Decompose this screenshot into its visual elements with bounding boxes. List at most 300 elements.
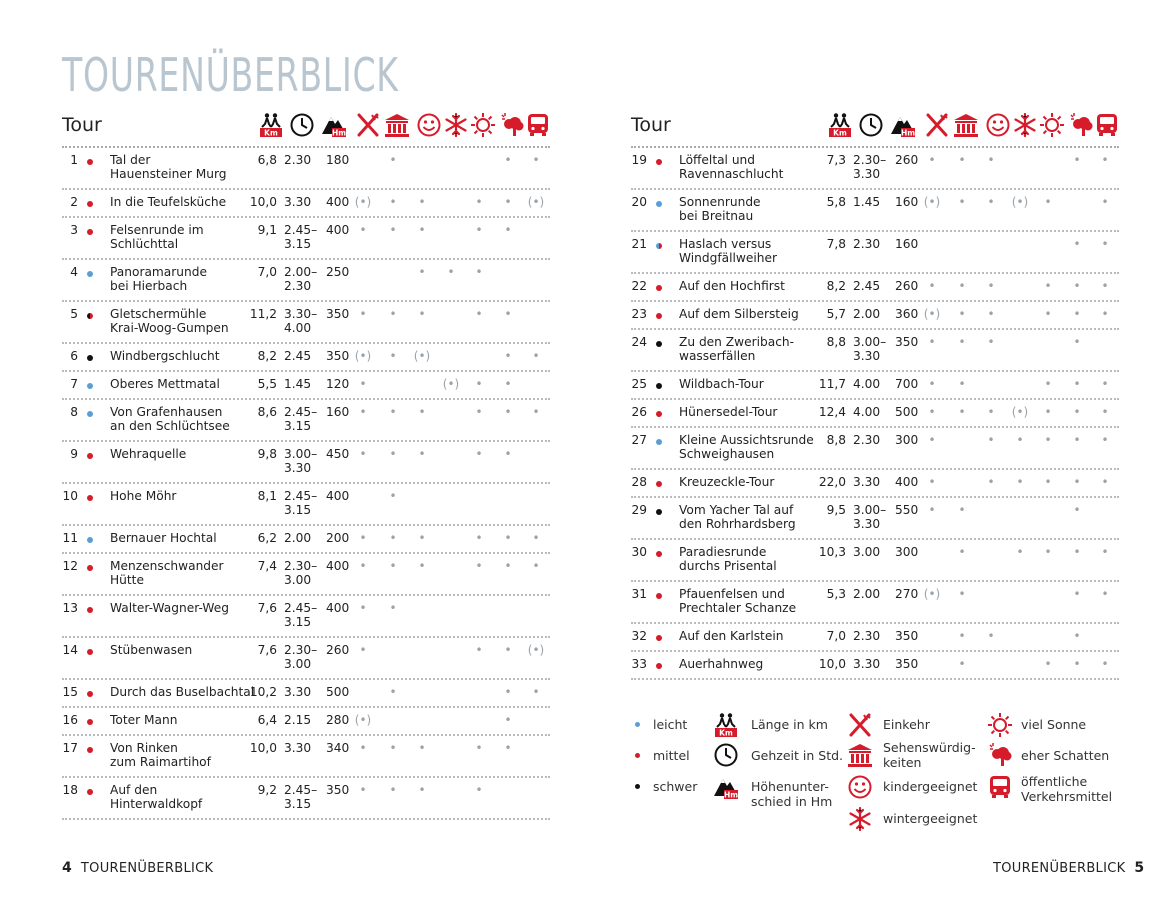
feature-mark-museum-icon: • bbox=[958, 335, 966, 349]
footer-right-text: TOURENÜBERBLICK bbox=[993, 861, 1126, 876]
legend-winter: wintergeeignet bbox=[883, 811, 978, 826]
feature-mark-tree-shade-icon: • bbox=[1073, 307, 1081, 321]
feature-mark-smiley-icon: • bbox=[987, 307, 995, 321]
table-row bbox=[62, 218, 550, 260]
tour-elevation: 340 bbox=[326, 741, 350, 755]
tour-elevation: 180 bbox=[326, 153, 350, 167]
mountain-hm-icon bbox=[713, 774, 739, 800]
legend-leicht: leicht bbox=[653, 717, 688, 732]
tour-time: 2.45– 3.15 bbox=[284, 489, 318, 517]
footer-right bbox=[993, 860, 1144, 876]
table-row bbox=[631, 582, 1119, 624]
tour-time: 2.45 bbox=[284, 349, 312, 363]
tour-number: 8 bbox=[70, 405, 78, 419]
feature-mark-fork-knife-icon: • bbox=[359, 783, 367, 797]
tour-time: 2.45– 3.15 bbox=[284, 405, 318, 433]
difficulty-dot bbox=[87, 747, 93, 753]
feature-mark-fork-knife-icon: (•) bbox=[923, 195, 941, 209]
feature-mark-museum-icon: • bbox=[958, 307, 966, 321]
smiley-icon bbox=[847, 774, 873, 800]
feature-mark-tree-shade-icon: • bbox=[504, 223, 512, 237]
feature-mark-museum-icon: • bbox=[389, 489, 397, 503]
feature-mark-fork-knife-icon: • bbox=[359, 405, 367, 419]
tour-length: 9,2 bbox=[257, 783, 277, 797]
difficulty-dot bbox=[656, 243, 662, 249]
tour-elevation: 260 bbox=[895, 279, 919, 293]
tour-length: 8,2 bbox=[826, 279, 846, 293]
tour-time: 2.30 bbox=[853, 237, 881, 251]
feature-mark-snowflake-icon: • bbox=[1016, 545, 1024, 559]
feature-mark-fork-knife-icon: (•) bbox=[923, 587, 941, 601]
left-tour-table bbox=[62, 108, 550, 820]
feature-mark-bus-icon: • bbox=[532, 405, 540, 419]
tour-elevation: 300 bbox=[895, 545, 919, 559]
table-row bbox=[62, 526, 550, 554]
feature-mark-sun-icon: • bbox=[475, 377, 483, 391]
legend-sehens: Sehenswürdig- keiten bbox=[883, 740, 976, 770]
tour-time: 2.45– 3.15 bbox=[284, 783, 318, 811]
tour-length: 10,0 bbox=[249, 741, 277, 755]
tour-number: 5 bbox=[70, 307, 78, 321]
difficulty-dot bbox=[656, 411, 662, 417]
legend-kinder: kindergeeignet bbox=[883, 779, 978, 794]
legend-sonne: viel Sonne bbox=[1021, 717, 1087, 732]
difficulty-dot bbox=[87, 495, 93, 501]
feature-mark-smiley-icon: • bbox=[987, 279, 995, 293]
svg-text:Km: Km bbox=[719, 728, 733, 738]
difficulty-dot bbox=[656, 509, 662, 515]
tour-name: Stübenwasen bbox=[110, 643, 193, 657]
feature-mark-fork-knife-icon: • bbox=[359, 307, 367, 321]
tree-shade-icon bbox=[987, 742, 1013, 768]
tour-number: 14 bbox=[62, 643, 78, 657]
tour-column-header: Tour bbox=[62, 114, 102, 136]
tour-elevation: 200 bbox=[326, 531, 350, 545]
feature-mark-sun-icon: • bbox=[475, 447, 483, 461]
tour-name: Auf den Hochfirst bbox=[679, 279, 785, 293]
tour-length: 9,5 bbox=[826, 503, 846, 517]
tour-number: 9 bbox=[70, 447, 78, 461]
tour-length: 7,0 bbox=[257, 265, 277, 279]
feature-mark-fork-knife-icon: • bbox=[928, 335, 936, 349]
tour-time: 2.30– 3.00 bbox=[284, 559, 318, 587]
tour-elevation: 450 bbox=[326, 447, 350, 461]
feature-mark-museum-icon: • bbox=[389, 559, 397, 573]
tour-number: 25 bbox=[631, 377, 647, 391]
feature-mark-tree-shade-icon: • bbox=[504, 741, 512, 755]
feature-mark-sun-icon: • bbox=[1044, 545, 1052, 559]
fork-knife-icon bbox=[355, 112, 381, 138]
difficulty-dot bbox=[656, 663, 662, 669]
tour-length: 5,5 bbox=[257, 377, 277, 391]
tour-length: 7,4 bbox=[257, 559, 277, 573]
feature-mark-tree-shade-icon: • bbox=[1073, 587, 1081, 601]
tour-number: 4 bbox=[70, 265, 78, 279]
difficulty-dot bbox=[87, 649, 93, 655]
feature-mark-sun-icon: • bbox=[475, 307, 483, 321]
tour-time: 2.00 bbox=[284, 531, 312, 545]
tour-name: Wildbach-Tour bbox=[679, 377, 764, 391]
feature-mark-bus-icon: • bbox=[1101, 377, 1109, 391]
tour-length: 8,1 bbox=[257, 489, 277, 503]
table-row bbox=[631, 232, 1119, 274]
feature-mark-tree-shade-icon: • bbox=[1073, 279, 1081, 293]
difficulty-dot bbox=[656, 383, 662, 389]
feature-mark-museum-icon: • bbox=[389, 685, 397, 699]
feature-mark-bus-icon: (•) bbox=[527, 643, 545, 657]
feature-mark-smiley-icon: • bbox=[418, 307, 426, 321]
tour-length: 7,6 bbox=[257, 601, 277, 615]
table-row bbox=[631, 624, 1119, 652]
feature-mark-smiley-icon: • bbox=[418, 783, 426, 797]
page-number-left: 4 bbox=[62, 860, 73, 876]
legend-dot-schwer bbox=[635, 784, 640, 789]
feature-mark-smiley-icon: • bbox=[987, 195, 995, 209]
tour-number: 3 bbox=[70, 223, 78, 237]
feature-mark-museum-icon: • bbox=[958, 629, 966, 643]
feature-mark-museum-icon: • bbox=[958, 377, 966, 391]
tour-number: 30 bbox=[631, 545, 647, 559]
feature-mark-smiley-icon: • bbox=[987, 629, 995, 643]
tour-name: Löffeltal und Ravennaschlucht bbox=[679, 153, 784, 181]
feature-mark-museum-icon: • bbox=[389, 195, 397, 209]
tour-time: 2.45– 3.15 bbox=[284, 223, 318, 251]
table-row bbox=[631, 274, 1119, 302]
feature-mark-fork-knife-icon: • bbox=[359, 643, 367, 657]
feature-mark-bus-icon: • bbox=[1101, 237, 1109, 251]
tour-name: Haslach versus Windgfällweiher bbox=[679, 237, 777, 265]
tour-name: Oberes Mettmatal bbox=[110, 377, 220, 391]
tour-name: Walter-Wagner-Weg bbox=[110, 601, 229, 615]
tour-number: 32 bbox=[631, 629, 647, 643]
feature-mark-fork-knife-icon: • bbox=[928, 153, 936, 167]
tour-time: 3.30 bbox=[284, 685, 312, 699]
feature-mark-snowflake-icon: • bbox=[447, 265, 455, 279]
difficulty-dot bbox=[656, 341, 662, 347]
tour-elevation: 350 bbox=[326, 349, 350, 363]
tour-number: 13 bbox=[62, 601, 78, 615]
difficulty-dot bbox=[87, 229, 93, 235]
feature-mark-snowflake-icon: (•) bbox=[1011, 195, 1029, 209]
table-header bbox=[631, 108, 1119, 148]
sun-icon bbox=[987, 712, 1013, 738]
feature-mark-bus-icon: • bbox=[1101, 475, 1109, 489]
feature-mark-sun-icon: • bbox=[475, 559, 483, 573]
tour-elevation: 400 bbox=[326, 489, 350, 503]
tour-elevation: 360 bbox=[895, 307, 919, 321]
feature-mark-smiley-icon: (•) bbox=[413, 349, 431, 363]
tour-time: 2.30 bbox=[853, 629, 881, 643]
feature-mark-museum-icon: • bbox=[958, 657, 966, 671]
feature-mark-smiley-icon: • bbox=[418, 741, 426, 755]
feature-mark-sun-icon: • bbox=[1044, 307, 1052, 321]
feature-mark-bus-icon: • bbox=[1101, 153, 1109, 167]
tour-number: 33 bbox=[631, 657, 647, 671]
tour-time: 3.00 bbox=[853, 545, 881, 559]
feature-mark-tree-shade-icon: • bbox=[504, 447, 512, 461]
tour-rows bbox=[62, 148, 550, 820]
feature-mark-sun-icon: • bbox=[1044, 433, 1052, 447]
hiking-km-icon bbox=[258, 112, 284, 138]
tour-length: 5,3 bbox=[826, 587, 846, 601]
difficulty-dot bbox=[87, 565, 93, 571]
tour-number: 20 bbox=[631, 195, 647, 209]
feature-mark-fork-knife-icon: • bbox=[359, 741, 367, 755]
feature-mark-tree-shade-icon: • bbox=[504, 643, 512, 657]
tour-name: Von Grafenhausen an den Schlüchtsee bbox=[110, 405, 230, 433]
tour-time: 2.30 bbox=[853, 433, 881, 447]
tour-elevation: 350 bbox=[326, 783, 350, 797]
tour-name: Felsenrunde im Schlüchttal bbox=[110, 223, 204, 251]
tour-number: 21 bbox=[631, 237, 647, 251]
tour-number: 26 bbox=[631, 405, 647, 419]
tour-name: Pfauenfelsen und Prechtaler Schanze bbox=[679, 587, 797, 615]
tour-number: 16 bbox=[62, 713, 78, 727]
legend-schwer: schwer bbox=[653, 779, 698, 794]
tour-elevation: 120 bbox=[326, 377, 350, 391]
feature-mark-smiley-icon: • bbox=[987, 405, 995, 419]
difficulty-dot bbox=[87, 201, 93, 207]
feature-mark-museum-icon: • bbox=[389, 307, 397, 321]
tour-number: 10 bbox=[62, 489, 78, 503]
feature-mark-museum-icon: • bbox=[958, 279, 966, 293]
difficulty-dot bbox=[87, 789, 93, 795]
tour-elevation: 350 bbox=[326, 307, 350, 321]
table-row bbox=[631, 372, 1119, 400]
feature-mark-smiley-icon: • bbox=[418, 223, 426, 237]
feature-mark-sun-icon: • bbox=[475, 531, 483, 545]
tour-name: Paradiesrunde durchs Prisental bbox=[679, 545, 777, 573]
svg-text:Hm: Hm bbox=[331, 128, 347, 138]
feature-mark-museum-icon: • bbox=[958, 195, 966, 209]
feature-mark-museum-icon: • bbox=[389, 601, 397, 615]
feature-mark-tree-shade-icon: • bbox=[1073, 657, 1081, 671]
feature-mark-museum-icon: • bbox=[958, 545, 966, 559]
tour-elevation: 350 bbox=[895, 657, 919, 671]
tour-time: 3.30 bbox=[284, 195, 312, 209]
tour-time: 2.45– 3.15 bbox=[284, 601, 318, 629]
tour-length: 6,2 bbox=[257, 531, 277, 545]
tour-number: 18 bbox=[62, 783, 78, 797]
sun-icon bbox=[1039, 112, 1065, 138]
tour-name: Vom Yacher Tal auf den Rohrhardsberg bbox=[679, 503, 796, 531]
feature-mark-bus-icon: • bbox=[1101, 405, 1109, 419]
tour-elevation: 400 bbox=[326, 559, 350, 573]
tour-name: Zu den Zweribach- wasserfällen bbox=[679, 335, 795, 363]
feature-mark-smiley-icon: • bbox=[987, 335, 995, 349]
feature-mark-bus-icon: • bbox=[532, 531, 540, 545]
tour-elevation: 260 bbox=[326, 643, 350, 657]
tour-name: Menzenschwander Hütte bbox=[110, 559, 224, 587]
difficulty-dot bbox=[656, 159, 662, 165]
tour-elevation: 350 bbox=[895, 335, 919, 349]
table-row bbox=[62, 638, 550, 680]
legend-gehzeit: Gehzeit in Std. bbox=[751, 748, 844, 763]
feature-mark-tree-shade-icon: • bbox=[1073, 153, 1081, 167]
feature-mark-tree-shade-icon: • bbox=[504, 307, 512, 321]
table-row bbox=[62, 554, 550, 596]
feature-mark-bus-icon: • bbox=[1101, 307, 1109, 321]
svg-text:Hm: Hm bbox=[900, 128, 916, 138]
feature-mark-sun-icon: • bbox=[1044, 475, 1052, 489]
feature-mark-museum-icon: • bbox=[958, 587, 966, 601]
feature-mark-tree-shade-icon: • bbox=[504, 531, 512, 545]
feature-mark-fork-knife-icon: • bbox=[359, 223, 367, 237]
tour-length: 7,0 bbox=[826, 629, 846, 643]
tour-time: 2.30– 3.30 bbox=[853, 153, 887, 181]
tour-length: 22,0 bbox=[818, 475, 846, 489]
clock-icon bbox=[289, 112, 315, 138]
tour-elevation: 400 bbox=[326, 601, 350, 615]
museum-icon bbox=[953, 112, 979, 138]
tour-time: 3.30 bbox=[853, 475, 881, 489]
tour-length: 11,7 bbox=[818, 377, 846, 391]
feature-mark-smiley-icon: • bbox=[987, 433, 995, 447]
table-row bbox=[631, 148, 1119, 190]
tour-time: 4.00 bbox=[853, 377, 881, 391]
tour-name: Kreuzeckle-Tour bbox=[679, 475, 775, 489]
tour-name: Gletschermühle Krai-Woog-Gumpen bbox=[110, 307, 229, 335]
feature-mark-snowflake-icon: (•) bbox=[1011, 405, 1029, 419]
right-tour-table bbox=[631, 108, 1119, 680]
tour-elevation: 350 bbox=[895, 629, 919, 643]
tour-name: In die Teufelsküche bbox=[110, 195, 227, 209]
tour-name: Wehraquelle bbox=[110, 447, 187, 461]
tour-number: 19 bbox=[631, 153, 647, 167]
tour-length: 8,6 bbox=[257, 405, 277, 419]
difficulty-dot bbox=[656, 201, 662, 207]
tour-time: 3.00– 3.30 bbox=[284, 447, 318, 475]
feature-mark-fork-knife-icon: (•) bbox=[354, 349, 372, 363]
tour-name: Hohe Möhr bbox=[110, 489, 177, 503]
legend-oepnv: öffentliche Verkehrsmittel bbox=[1021, 774, 1113, 804]
tour-elevation: 260 bbox=[895, 153, 919, 167]
table-row bbox=[62, 400, 550, 442]
feature-mark-bus-icon: (•) bbox=[527, 195, 545, 209]
tour-column-header: Tour bbox=[631, 114, 671, 136]
feature-mark-fork-knife-icon: • bbox=[359, 377, 367, 391]
feature-mark-smiley-icon: • bbox=[418, 405, 426, 419]
feature-mark-fork-knife-icon: • bbox=[928, 405, 936, 419]
tour-time: 1.45 bbox=[284, 377, 312, 391]
legend-dot-mittel bbox=[635, 753, 640, 758]
clock-icon bbox=[713, 742, 739, 768]
tour-elevation: 250 bbox=[326, 265, 350, 279]
smiley-icon bbox=[416, 112, 442, 138]
tour-number: 23 bbox=[631, 307, 647, 321]
legend-hoehe: Höhenunter- schied in Hm bbox=[751, 779, 833, 809]
feature-mark-snowflake-icon: (•) bbox=[442, 377, 460, 391]
feature-mark-tree-shade-icon: • bbox=[504, 349, 512, 363]
snowflake-icon bbox=[1012, 112, 1038, 138]
feature-mark-bus-icon: • bbox=[1101, 279, 1109, 293]
feature-mark-museum-icon: • bbox=[389, 405, 397, 419]
bus-icon bbox=[525, 112, 551, 138]
feature-mark-sun-icon: • bbox=[1044, 279, 1052, 293]
feature-mark-museum-icon: • bbox=[958, 503, 966, 517]
feature-mark-museum-icon: • bbox=[389, 223, 397, 237]
feature-mark-fork-knife-icon: • bbox=[359, 531, 367, 545]
feature-mark-tree-shade-icon: • bbox=[504, 713, 512, 727]
feature-mark-sun-icon: • bbox=[1044, 657, 1052, 671]
feature-mark-fork-knife-icon: • bbox=[928, 475, 936, 489]
feature-mark-tree-shade-icon: • bbox=[1073, 629, 1081, 643]
tour-number: 7 bbox=[70, 377, 78, 391]
difficulty-dot bbox=[87, 537, 93, 543]
table-row bbox=[62, 708, 550, 736]
mountain-hm-icon bbox=[321, 112, 347, 138]
table-row bbox=[631, 470, 1119, 498]
tour-number: 29 bbox=[631, 503, 647, 517]
difficulty-dot bbox=[656, 593, 662, 599]
tour-time: 2.00– 2.30 bbox=[284, 265, 318, 293]
tour-name: Sonnenrunde bei Breitnau bbox=[679, 195, 761, 223]
tour-name: Durch das Buselbachtal bbox=[110, 685, 255, 699]
fork-knife-icon bbox=[924, 112, 950, 138]
table-row bbox=[62, 372, 550, 400]
tour-number: 11 bbox=[62, 531, 78, 545]
tour-number: 27 bbox=[631, 433, 647, 447]
tour-length: 5,8 bbox=[826, 195, 846, 209]
table-row bbox=[631, 540, 1119, 582]
tour-time: 3.30 bbox=[284, 741, 312, 755]
tour-number: 28 bbox=[631, 475, 647, 489]
difficulty-dot bbox=[87, 411, 93, 417]
feature-mark-smiley-icon: • bbox=[418, 265, 426, 279]
tour-length: 8,2 bbox=[257, 349, 277, 363]
tour-name: Toter Mann bbox=[110, 713, 178, 727]
difficulty-dot bbox=[656, 635, 662, 641]
tour-number: 6 bbox=[70, 349, 78, 363]
feature-mark-tree-shade-icon: • bbox=[1073, 405, 1081, 419]
tour-name: Auf dem Silbersteig bbox=[679, 307, 799, 321]
table-row bbox=[631, 400, 1119, 428]
tree-shade-icon bbox=[1068, 112, 1094, 138]
feature-mark-sun-icon: • bbox=[475, 783, 483, 797]
table-row bbox=[62, 190, 550, 218]
feature-mark-fork-knife-icon: • bbox=[359, 601, 367, 615]
table-row bbox=[631, 190, 1119, 232]
tour-number: 22 bbox=[631, 279, 647, 293]
tour-length: 7,6 bbox=[257, 643, 277, 657]
feature-mark-sun-icon: • bbox=[1044, 195, 1052, 209]
tour-time: 1.45 bbox=[853, 195, 881, 209]
feature-mark-smiley-icon: • bbox=[418, 447, 426, 461]
feature-mark-bus-icon: • bbox=[1101, 587, 1109, 601]
feature-mark-sun-icon: • bbox=[475, 265, 483, 279]
feature-mark-museum-icon: • bbox=[389, 447, 397, 461]
tour-elevation: 400 bbox=[326, 223, 350, 237]
legend bbox=[631, 712, 1119, 832]
snowflake-icon bbox=[443, 112, 469, 138]
difficulty-dot bbox=[87, 271, 93, 277]
tour-length: 5,7 bbox=[826, 307, 846, 321]
page-number-right: 5 bbox=[1134, 860, 1145, 876]
feature-mark-tree-shade-icon: • bbox=[1073, 545, 1081, 559]
feature-mark-museum-icon: • bbox=[389, 153, 397, 167]
tour-elevation: 400 bbox=[326, 195, 350, 209]
table-row bbox=[62, 736, 550, 778]
feature-mark-fork-knife-icon: • bbox=[928, 503, 936, 517]
tour-time: 3.30 bbox=[853, 657, 881, 671]
tour-elevation: 500 bbox=[895, 405, 919, 419]
tour-length: 12,4 bbox=[818, 405, 846, 419]
feature-mark-bus-icon: • bbox=[532, 349, 540, 363]
feature-mark-snowflake-icon: • bbox=[1016, 433, 1024, 447]
tour-time: 2.00 bbox=[853, 307, 881, 321]
feature-mark-fork-knife-icon: • bbox=[928, 433, 936, 447]
difficulty-dot bbox=[87, 313, 93, 319]
